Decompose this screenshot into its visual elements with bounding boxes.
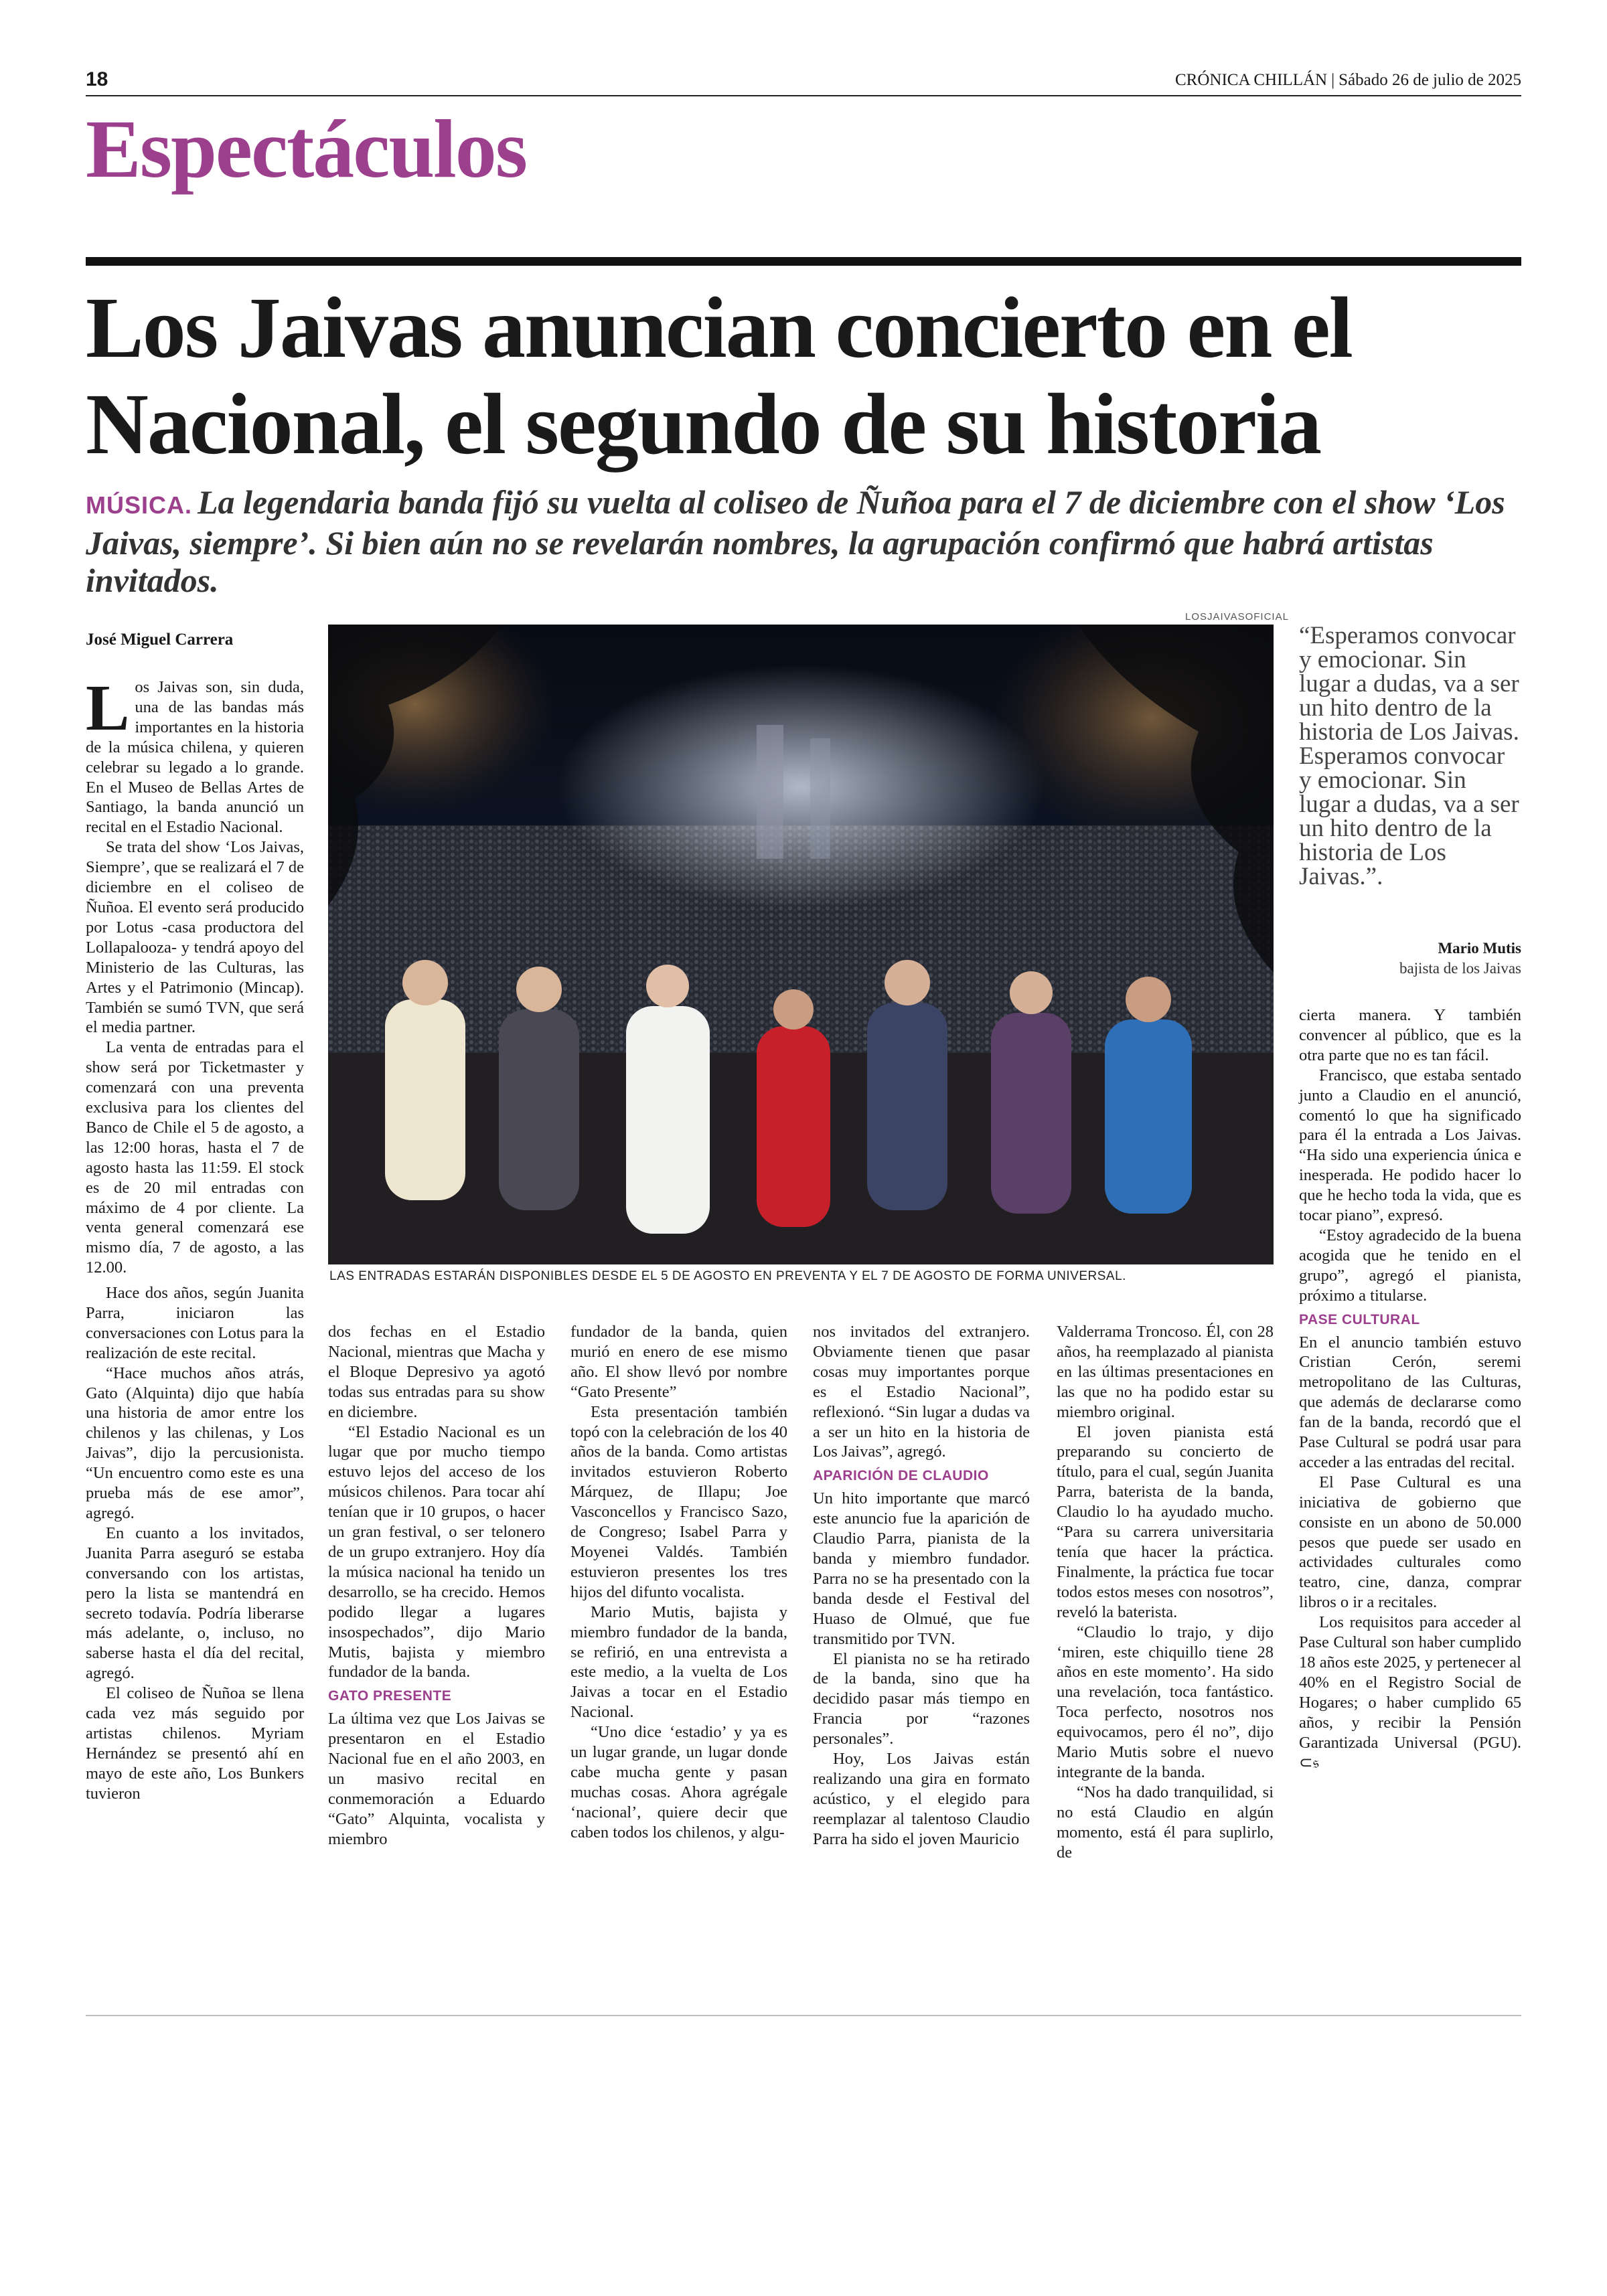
paragraph: “El Estadio Nacional es un lugar que por mucho tiempo estuvo lejos del acceso de los músicos chilenos. Para tocar ahí tenían que ir 10 grupos, o hacer un gran festival, o ser telonero de un grupo extranjero. Hoy día la música nacional ha tenido un desarrollo, se ha crecido. Hemos podido llegar a lugares insospechados”, dijo Mario Mutis, bajista y miembro fundador de la banda. <box>328 1422 545 1682</box>
column-6 <box>1299 1005 1521 1773</box>
paragraph: “Estoy agradecido de la buena acogida que he tenido en el grupo”, agregó el pianista, próximo a titularse. <box>1299 1226 1521 1305</box>
column-2 <box>328 1322 545 1850</box>
paragraph: El coliseo de Ñuñoa se llena cada vez más seguido por artistas chilenos. Myriam Hernández se presentó ahí en mayo de este año, Los Bunkers tuvieron <box>86 1684 304 1803</box>
paragraph: Hoy, Los Jaivas están realizando una gira en formato acústico, y el elegido para reemplazar al talentoso Claudio Parra ha sido el joven Mauricio <box>813 1750 1030 1848</box>
column-5 <box>1057 1322 1274 1862</box>
paragraph: Esta presentación también topó con la celebración de los 40 años de la banda. Como artistas invitados estuvieron Roberto Márquez, de Illapu; Joe Vasconcellos y Francisco Sazo, de Congreso; Isabel Parra y Moyenei Valdés. También estuvieron presentes los tres hijos del difunto vocalista. <box>570 1402 787 1601</box>
headline: Los Jaivas anuncian concierto en el Nacional, el segundo de su historia <box>86 280 1352 473</box>
paragraph: Mario Mutis, bajista y miembro fundador de la banda, se refirió, en una entrevista a este medio, a la vuelta de Los Jaivas a tocar en el Estadio Nacional. <box>570 1603 787 1722</box>
paragraph: “Claudio lo trajo, y dijo ‘miren, este chiquillo tiene 28 años en este momento’. Ha sido una revelación, toca fantástico. Toca perfecto, nosotros nos equivocamos, pero él no”, dijo Mario Mutis sobre el nuevo integrante de la banda. <box>1057 1623 1274 1781</box>
column-4 <box>813 1322 1030 1850</box>
subhead-gato-presente: GATO PRESENTE <box>328 1688 452 1704</box>
publication-date: Sábado 26 de julio de 2025 <box>1338 71 1521 89</box>
publication-name: CRÓNICA CHILLÁN <box>1175 71 1328 89</box>
paragraph: El pianista no se ha retirado de la banda, sino que ha decidido pasar más tiempo en Francia por “razones personales”. <box>813 1649 1030 1748</box>
paragraph: Valderrama Troncoso. Él, con 28 años, ha reemplazado al pianista en las últimas presentaciones en las que no ha podido estar su miembro original. <box>1057 1323 1274 1421</box>
paragraph: “Uno dice ‘estadio’ y ya es un lugar grande, un lugar donde cabe mucha gente y pasan muchas cosas. Ahora agrégale ‘nacional’, quiere decir que caben todos los chilenos, y algu- <box>570 1723 787 1841</box>
deck-text: La legendaria banda fijó su vuelta al coliseo de Ñuñoa para el 7 de diciembre con el show ‘Los Jaivas, siempre’. Si bien aún no se revelarán nombres, la agrupación confirmó que habrá artistas invitados. <box>86 483 1505 599</box>
pull-quote-role: bajista de los Jaivas <box>1399 960 1521 977</box>
pull-quote-author: Mario Mutis <box>1438 940 1521 957</box>
deck-kicker: MÚSICA. <box>86 491 192 519</box>
photo-credit: LOSJAIVASOFICIAL <box>1185 611 1289 623</box>
paragraph: En cuanto a los invitados, Juanita Parra aseguró se estaba conversando con los artistas, pero la lista se mantendrá en secreto todavía. Podría liberarse más adelante, o, incluso, no saberse hasta el día del recital, agregó. <box>86 1524 304 1683</box>
paragraph: “Nos ha dado tranquilidad, si no está Claudio en algún momento, está él para suplirlo, de <box>1057 1783 1274 1862</box>
bottom-rule <box>86 2015 1521 2016</box>
paragraph: Se trata del show ‘Los Jaivas, Siempre’, que se realizará el 7 de diciembre en el coliseo de Ñuñoa. El evento será producido por Lotus -casa productora del Lollapalooza- y tendrá apoyo del Ministerio de las Culturas, las Artes y el Patrimonio (Mincap). También se sumó TVN, que será el media partner. <box>86 838 304 1037</box>
paragraph <box>86 672 304 837</box>
paragraph: La última vez que Los Jaivas se presentaron en el Estadio Nacional fue en el año 2003, en un masivo recital en conmemoración a Eduardo “Gato” Alquinta, vocalista y miembro <box>328 1710 545 1848</box>
column-3 <box>570 1322 787 1843</box>
folio-separator: | <box>1331 71 1335 89</box>
paragraph: En el anuncio también estuvo Cristian Cerón, seremi metropolitano de las Culturas, que además de declararse como fan de la banda, recordó que el Pase Cultural se podrá usar para acceder a las entradas del recital. <box>1299 1333 1521 1471</box>
paragraph: nos invitados del extranjero. Obviamente tienen que pasar cosas muy importantes porque es el Estadio Nacional”, reflexionó. “Sin lugar a dudas va a ser un hito en la historia de Los Jaivas”, agregó. <box>813 1323 1030 1461</box>
pull-quote: “Esperamos convocar y emocionar. Sin lugar a dudas, va a ser un hito dentro de la historia de Los Jaivas. Esperamos convocar y emocionar. Sin lugar a dudas, va a ser un hito dentro de la historia de Los Jaivas.”. <box>1299 622 1519 890</box>
paragraph: cierta manera. Y también convencer al público, que es la otra parte que no es tan fácil. <box>1299 1006 1521 1064</box>
top-rule <box>86 95 1521 96</box>
paragraph: La venta de entradas para el show será por Ticketmaster y comenzará con una preventa exclusiva para los clientes del Banco de Chile el 5 de agosto, a las 12:00 horas, hasta el 7 de agosto hasta las 11:59. El stock es de 20 mil entradas con máximo de 4 por cliente. La venta general comenzará ese mismo día, 7 de agosto, a las 12.00. <box>86 1038 304 1277</box>
paragraph: dos fechas en el Estadio Nacional, mientras que Macha y el Bloque Depresivo ya agotó todas sus entradas para su show en diciembre. <box>328 1323 545 1421</box>
column-1-lower <box>86 1283 304 1804</box>
folio <box>1175 71 1521 90</box>
page-number: 18 <box>86 68 108 90</box>
byline: José Miguel Carrera <box>86 631 234 649</box>
paragraph: El joven pianista está preparando su concierto de título, para el cual, según Juanita Parra, baterista de la banda, Claudio lo ha ayudado mucho. “Para su carrera universitaria tenía que hacer la práctica. Finalmente, la práctica fue tocar todos estos meses con nosotros”, reveló la baterista. <box>1057 1422 1274 1621</box>
paragraph: Francisco, que estaba sentado junto a Claudio en el anunció, comentó lo que ha significado para él la entrada a Los Jaivas. “Ha sido una experiencia única e inesperada. He podido hacer lo que he hecho toda la vida, que es tocar piano”, expresó. <box>1299 1066 1521 1225</box>
deck <box>86 483 1521 599</box>
paragraph: Un hito importante que marcó este anuncio fue la aparición de Claudio Parra, pianista de la banda y miembro fundador. Parra no se ha presentado con la banda desde el Festival del Huaso de Olmué, que fue transmitido por TVN. <box>813 1489 1030 1648</box>
paragraph: fundador de la banda, quien murió en enero de ese mismo año. El show llevó por nombre “Gato Presente” <box>570 1323 787 1401</box>
paragraph-text: os Jaivas son, sin duda, una de las bandas más importantes en la historia de la música chilena, y quieren celebrar su legado a lo grande. En el Museo de Bellas Artes de Santiago, la banda anunció un recital en el Estadio Nacional. <box>86 678 304 837</box>
band-photo <box>328 625 1274 1264</box>
column-1 <box>86 672 304 1278</box>
subhead-aparicion-claudio: APARICIÓN DE CLAUDIO <box>813 1468 989 1484</box>
paragraph: “Hace muchos años atrás, Gato (Alquinta) dijo que había una historia de amor entre los chilenos y las chilenas, y Los Jaivas”, dijo la percusionista. “Un encuentro como este es una prueba más de ese amor”, agregó. <box>86 1364 304 1522</box>
photo-caption: LAS ENTRADAS ESTARÁN DISPONIBLES DESDE EL 5 DE AGOSTO EN PREVENTA Y EL 7 DE AGOSTO DE FORMA UNIVERSAL. <box>329 1269 1126 1283</box>
section-title: Espectáculos <box>86 103 526 195</box>
headline-rule <box>86 257 1521 266</box>
drop-cap: L <box>86 672 130 744</box>
paragraph: El Pase Cultural es una iniciativa de gobierno que consiste en un abono de 50.000 pesos que puede ser usado en actividades culturales como teatro, cine, danza, comprar libros o ir a recitales. <box>1299 1473 1521 1612</box>
subhead-pase-cultural: PASE CULTURAL <box>1299 1311 1420 1327</box>
paragraph: Los requisitos para acceder al Pase Cultural son haber cumplido 18 años este 2025, y pertenecer al 40% en el Registro Social de Hogares; o haber cumplido 65 años, y recibir la Pensión Garantizada Universal (PGU). ⊂𝔰 <box>1299 1613 1521 1772</box>
paragraph: Hace dos años, según Juanita Parra, iniciaron las conversaciones con Lotus para la realización de este recital. <box>86 1284 304 1362</box>
